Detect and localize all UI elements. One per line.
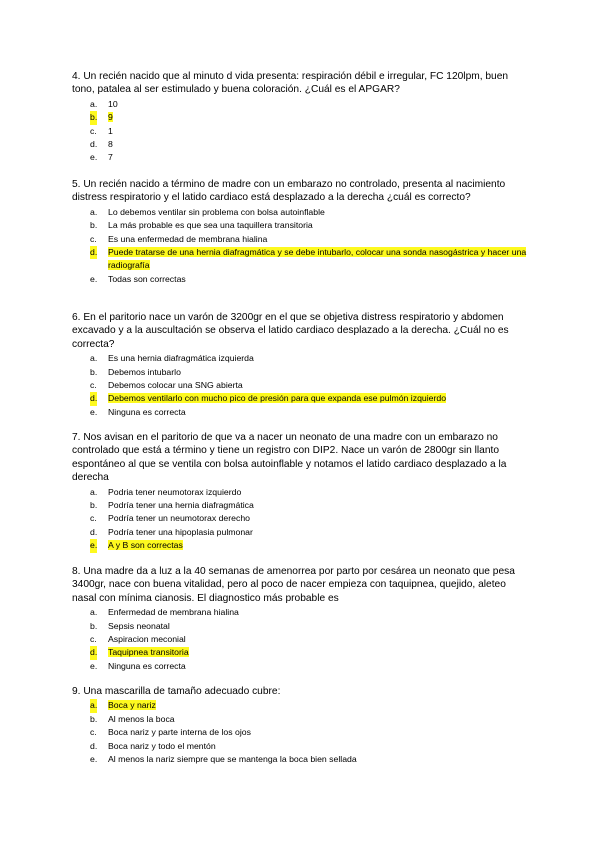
question-9: [72, 685, 532, 766]
option-text: Al menos la boca: [108, 713, 175, 724]
option-d-highlighted: [72, 246, 532, 273]
option-letter: e.: [90, 273, 98, 284]
option-c: [72, 633, 532, 646]
option-text: La más probable es que sea una taquillera transitoria: [108, 220, 313, 231]
option-letter: d.: [90, 526, 98, 537]
question-6: [72, 311, 532, 419]
option-letter: b.: [90, 620, 98, 631]
option-a: [72, 98, 532, 111]
option-text: Es una hernia diafragmática izquierda: [108, 353, 254, 364]
question-5: [72, 178, 532, 286]
option-letter: e.: [90, 406, 98, 417]
option-letter: e.: [90, 539, 97, 552]
option-letter: b.: [90, 111, 97, 124]
option-letter: e.: [90, 152, 98, 163]
option-text: Podría tener una hipoplasia pulmonar: [108, 526, 253, 537]
option-a: [72, 606, 532, 619]
option-letter: b.: [90, 500, 98, 511]
option-text: Debemos colocar una SNG abierta: [108, 380, 243, 391]
question-4: [72, 70, 532, 165]
option-letter: d.: [90, 139, 98, 150]
option-text: Todas son correctas: [108, 273, 186, 284]
option-c: [72, 379, 532, 392]
option-text: Ninguna es correcta: [108, 660, 186, 671]
option-letter: e.: [90, 754, 98, 765]
option-letter: a.: [90, 699, 97, 712]
option-text: Ninguna es correcta: [108, 406, 186, 417]
option-letter: c.: [90, 380, 97, 391]
question-stem: 9. Una mascarilla de tamaño adecuado cubre:: [72, 686, 281, 697]
option-letter: a.: [90, 353, 98, 364]
question-stem: 8. Una madre da a luz a la 40 semanas de amenorrea por parto por cesárea un neonato que pesa 3400gr, nace con buena vitalidad, pero al poco de nacer empieza con taquipnea, quejido, aleteo nasal con mínima cianosis. El diagnostico más probable es: [72, 566, 515, 604]
option-text: Enfermedad de membrana hialina: [108, 607, 239, 618]
option-c: [72, 726, 532, 739]
option-text: Aspiracion meconial: [108, 634, 186, 645]
option-letter: c.: [90, 727, 97, 738]
option-text: Podría tener una hernia diafragmática: [108, 500, 254, 511]
option-text: A y B son correctas: [108, 540, 183, 551]
option-letter: d.: [90, 392, 97, 405]
option-text: Lo debemos ventilar sin problema con bolsa autoinflable: [108, 206, 325, 217]
option-b: [72, 620, 532, 633]
option-letter: d.: [90, 740, 98, 751]
option-text: Boca nariz y todo el mentón: [108, 740, 216, 751]
option-d: [72, 526, 532, 539]
option-list: [72, 352, 532, 419]
question-8: [72, 565, 532, 673]
option-letter: a.: [90, 607, 98, 618]
option-letter: c.: [90, 634, 97, 645]
option-b-highlighted: [72, 111, 532, 124]
option-letter: c.: [90, 125, 97, 136]
option-letter: a.: [90, 486, 98, 497]
option-b: [72, 499, 532, 512]
option-text: 9: [108, 112, 113, 123]
option-text: Boca y nariz: [108, 700, 156, 711]
option-list: [72, 206, 532, 286]
option-letter: e.: [90, 660, 98, 671]
option-text: 10: [108, 98, 118, 109]
option-d-highlighted: [72, 646, 532, 659]
option-letter: b.: [90, 713, 98, 724]
option-d: [72, 138, 532, 151]
option-b: [72, 366, 532, 379]
option-text: Puede tratarse de una hernia diafragmática y se debe intubarlo, colocar una sonda nasogástrica y hacer una radiografía: [108, 247, 527, 271]
option-letter: c.: [90, 233, 97, 244]
option-text: 8: [108, 139, 113, 150]
option-d-highlighted: [72, 392, 532, 405]
option-c: [72, 512, 532, 525]
option-a: [72, 486, 532, 499]
option-c: [72, 125, 532, 138]
option-a-highlighted: [72, 699, 532, 712]
option-e: [72, 151, 532, 164]
option-d: [72, 740, 532, 753]
question-stem: 5. Un recién nacido a término de madre con un embarazo no controlado, presenta al nacimiento distress respiratorio y el latido cardiaco está desplazado a la derecha ¿cuál es correcto?: [72, 179, 506, 204]
option-letter: a.: [90, 98, 98, 109]
option-e: [72, 273, 532, 286]
question-stem: 6. En el paritorio nace un varón de 3200gr en el que se objetiva distress respiratorio y abdomen excavado y a la auscultación se observa el latido cardiaco desplazado a la derecha. ¿Cuál no es correcta?: [72, 312, 509, 350]
option-a: [72, 206, 532, 219]
option-text: Debemos ventilarlo con mucho pico de presión para que expanda ese pulmón izquierdo: [108, 393, 447, 404]
option-e: [72, 660, 532, 673]
option-letter: d.: [90, 246, 97, 259]
option-text: Al menos la nariz siempre que se mantenga la boca bien sellada: [108, 754, 357, 765]
option-text: Podria tener neumotorax izquierdo: [108, 486, 242, 497]
option-e: [72, 753, 532, 766]
option-text: Podría tener un neumotorax derecho: [108, 513, 250, 524]
question-stem: 4. Un recién nacido que al minuto d vida presenta: respiración débil e irregular, FC 120lpm, buen tono, patalea al ser estimulado y buena coloración. ¿Cuál es el APGAR?: [72, 71, 509, 96]
option-text: 7: [108, 152, 113, 163]
question-stem: 7. Nos avisan en el paritorio de que va a nacer un neonato de una madre con un embarazo no controlado que está a término y tiene un registro con DIP2. Nace un varón de 2800gr sin llanto espontáneo al que se ventila con bolsa autoinflable y notamos el latido cardiaco desplazado a la derecha: [72, 432, 507, 484]
option-b: [72, 713, 532, 726]
option-letter: d.: [90, 646, 97, 659]
option-b: [72, 219, 532, 232]
option-e: [72, 406, 532, 419]
option-list: [72, 606, 532, 673]
option-letter: b.: [90, 220, 98, 231]
option-e-highlighted: [72, 539, 532, 552]
option-list: [72, 699, 532, 766]
option-letter: a.: [90, 206, 98, 217]
option-text: 1: [108, 125, 113, 136]
option-list: [72, 486, 532, 553]
option-letter: c.: [90, 513, 97, 524]
option-text: Boca nariz y parte interna de los ojos: [108, 727, 251, 738]
option-text: Debemos intubarlo: [108, 366, 181, 377]
option-letter: b.: [90, 366, 98, 377]
option-a: [72, 352, 532, 365]
question-7: [72, 431, 532, 553]
option-c: [72, 233, 532, 246]
option-text: Es una enfermedad de membrana hialina: [108, 233, 268, 244]
option-text: Taquipnea transitoria: [108, 647, 189, 658]
option-list: [72, 98, 532, 165]
option-text: Sepsis neonatal: [108, 620, 170, 631]
